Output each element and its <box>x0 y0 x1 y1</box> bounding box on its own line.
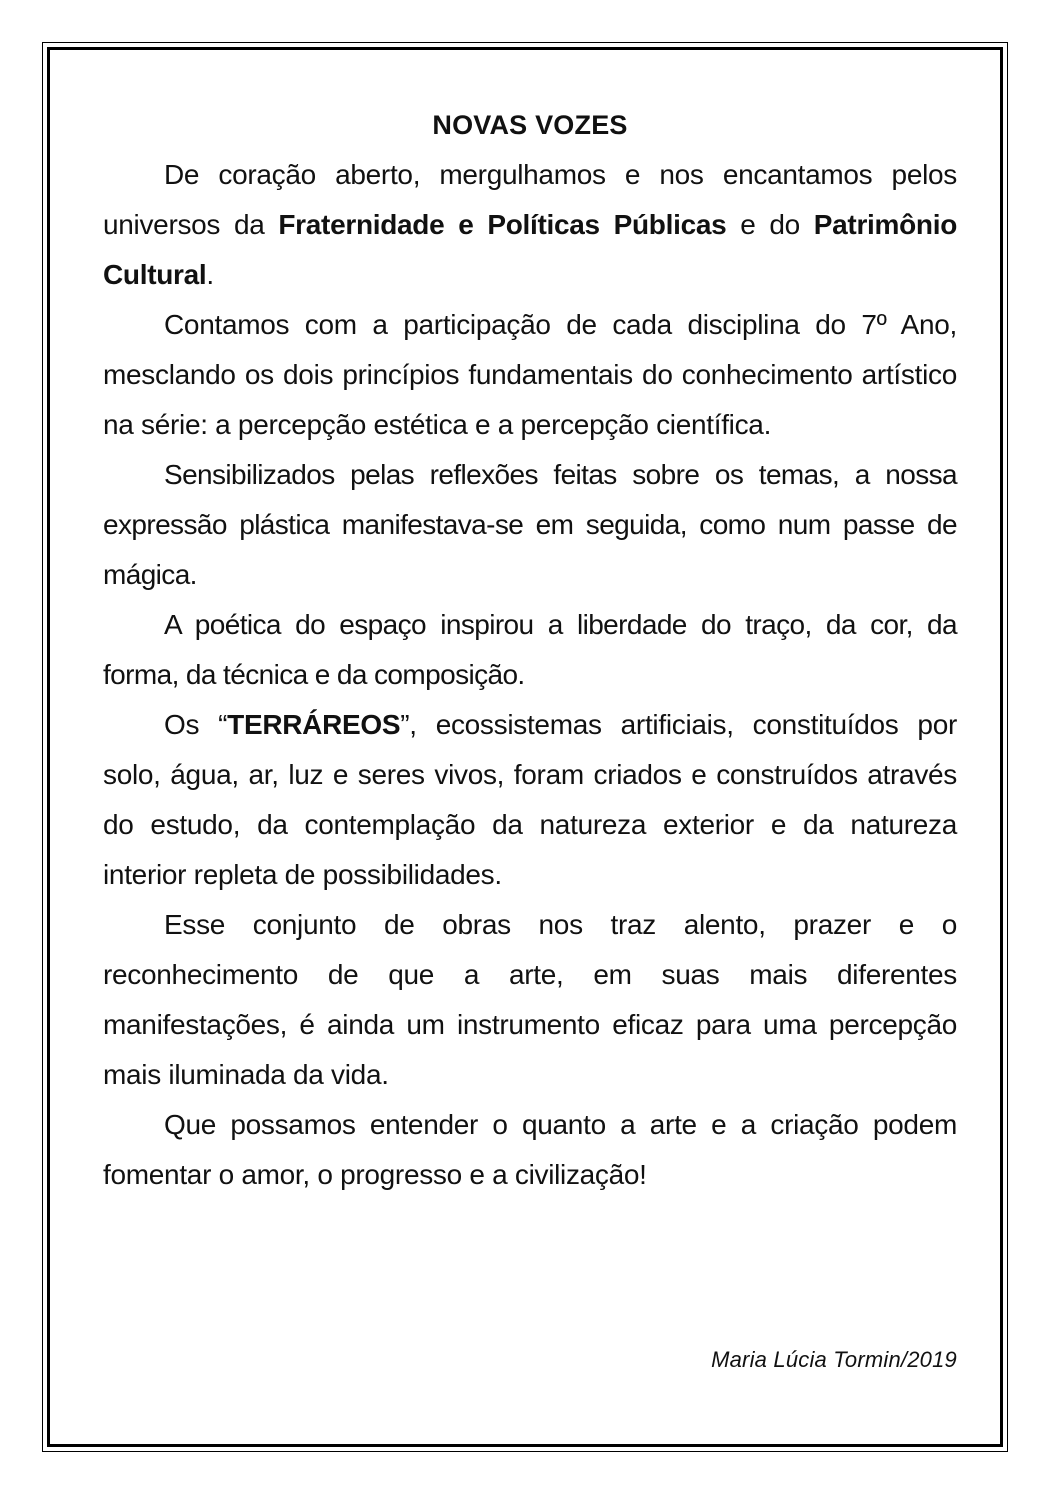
paragraph-text: . <box>206 259 214 290</box>
paragraph-4 <box>103 600 957 700</box>
document-title: NOVAS VOZES <box>432 110 628 140</box>
paragraph-text: Contamos com a participação de cada disciplina do 7º Ano, mesclando os dois princípios fundamentais do conhecimento artístico na série: a percepção estética e a percepção científica. <box>103 309 957 440</box>
paragraph-text: e do <box>726 209 814 240</box>
bold-text: Fraternidade e Políticas Públicas <box>278 209 727 240</box>
bold-text: Patrimônio Cultural <box>103 209 958 290</box>
paragraph-5 <box>103 700 957 900</box>
paragraph-7 <box>103 1100 957 1200</box>
paragraph-1 <box>103 150 957 300</box>
paragraph-3 <box>103 450 957 600</box>
document-body <box>103 100 957 1200</box>
paragraph-text: Os “ <box>164 709 228 740</box>
paragraph-2 <box>103 300 957 450</box>
paragraph-text: De coração aberto, mergulhamos e nos encantamos pelos universos da <box>103 159 957 240</box>
paragraph-text: Esse conjunto de obras nos traz alento, prazer e o reconhecimento de que a arte, em suas mais diferentes manifestações, é ainda um instrumento eficaz para uma percepção mais iluminada da vida. <box>103 909 957 1090</box>
paragraph-text: Que possamos entender o quanto a arte e a criação podem fomentar o amor, o progresso e a civilização! <box>103 1109 957 1190</box>
paragraph-text: Sensibilizados pelas reflexões feitas sobre os temas, a nossa expressão plástica manifestava-se em seguida, como num passe de mágica. <box>103 459 957 590</box>
author-signature: Maria Lúcia Tormin/2019 <box>711 1347 957 1372</box>
paragraph-6 <box>103 900 957 1100</box>
paragraph-text: ”, ecossistemas artificiais, constituídos por solo, água, ar, luz e seres vivos, foram criados e construídos através do estudo, da contemplação da natureza exterior e da natureza interior repleta de possibilidades. <box>103 709 958 890</box>
paragraph-text: A poética do espaço inspirou a liberdade do traço, da cor, da forma, da técnica e da composição. <box>103 609 957 690</box>
bold-text: TERRÁREOS <box>227 709 401 740</box>
